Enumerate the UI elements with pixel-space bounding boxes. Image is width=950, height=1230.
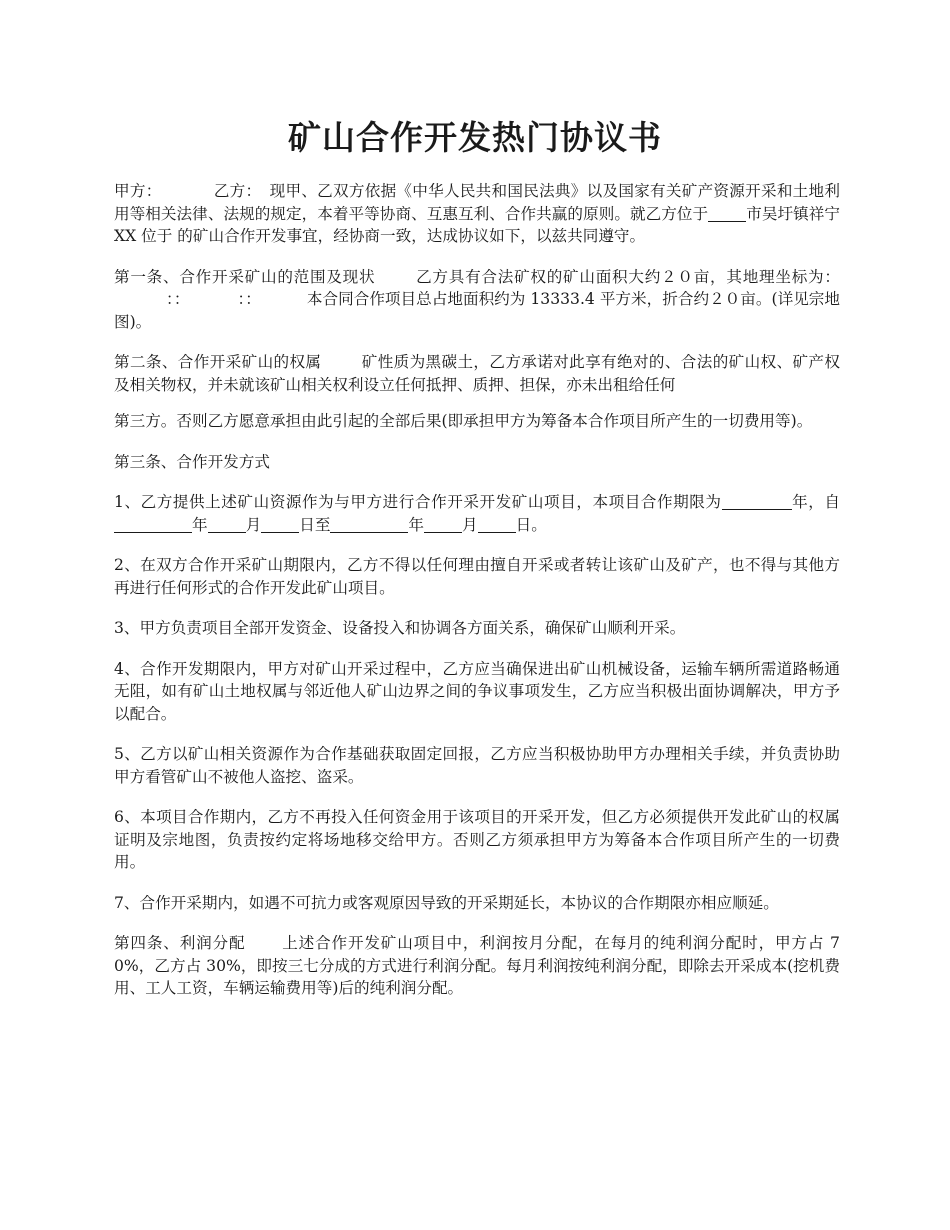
coordinates-2: ：： — [237, 290, 261, 308]
article-1-text-2: 本合同合作项目总占地面积约为 13333.4 平方米，折合约２０亩。(详见宗地图)。 — [114, 290, 841, 331]
article-3-item-2: 2、在双方合作开采矿山期限内，乙方不得以任何理由擅自开采或者转让该矿山及矿产，也不得与其他方再进行任何形式的合作开发此矿山项目。 — [114, 556, 840, 597]
article-3-item-4: 4、合作开发期限内，甲方对矿山开采过程中，乙方应当确保进出矿山机械设备，运输车辆所需道路畅通无阻，如有矿山土地权属与邻近他人矿山边界之间的争议事项发生，乙方应当积极出面协调解决，甲方予以配合。 — [114, 659, 840, 723]
fill-blank-end-day — [478, 516, 516, 533]
item-1-text-a: 1、乙方提供上述矿山资源作为与甲方进行合作开采开发矿山项目，本项目合作期限为 — [114, 493, 722, 511]
article-3-item-5: 5、乙方以矿山相关资源作为合作基础获取固定回报，乙方应当积极协助甲方办理相关手续，并负责协助甲方看管矿山不被他人盗挖、盗采。 — [114, 745, 840, 786]
fill-blank-end-year — [330, 516, 408, 533]
intro-paragraph — [114, 180, 840, 248]
document-body — [114, 180, 840, 1018]
intro-text-1: 现甲、乙双方依据《中华人民共和国民法典》以及国家有关矿产资源开采和土地利用等相关法律、法规的规定，本着平等协商、互惠互利、合作共赢的原则。就乙方位于 — [114, 182, 840, 223]
article-2-paragraph — [114, 351, 840, 396]
article-3-item-6: 6、本项目合作期内，乙方不再投入任何资金用于该项目的开采开发，但乙方必须提供开发此矿山的权属证明及宗地图，负责按约定将场地移交给甲方。否则乙方须承担甲方为筹备本合作项目所产生的一切费用。 — [114, 808, 840, 871]
fill-blank-term — [722, 493, 792, 510]
article-3-heading: 第三条、合作开发方式 — [114, 452, 270, 471]
article-3-item-7: 7、合作开采期内，如遇不可抗力或客观原因导致的开采期延长，本协议的合作期限亦相应顺延。 — [114, 893, 779, 912]
article-2-text-1: 矿性质为黑碳土，乙方承诺对此享有绝对的、合法的矿山权、矿产权及相关物权，并未就该矿山相关权利设立任何抵押、质押、担保，亦未出租给任何 — [114, 353, 840, 394]
party-a-label: 甲方： — [114, 182, 162, 200]
coordinates-1: ：： — [166, 290, 190, 308]
party-b-label: 乙方： — [213, 182, 262, 200]
intro-text-2: 市吴圩镇祥宁 XX 位于 的矿山合作开发事宜，经协商一致，达成协议如下，以兹共同遵守。 — [114, 204, 840, 245]
fill-blank-start-year — [114, 516, 192, 533]
article-2-continued: 第三方。否则乙方愿意承担由此引起的全部后果(即承担甲方为筹备本合作项目所产生的一切费用等)。 — [114, 412, 813, 430]
item-1-text-c: 年 — [192, 515, 208, 534]
item-1-text-e: 日至 — [299, 515, 331, 534]
item-1-text-h: 日。 — [515, 515, 547, 534]
article-2-heading: 第二条、合作开采矿山的权属 — [114, 353, 322, 371]
fill-blank-city — [708, 205, 746, 222]
fill-blank-start-month — [208, 516, 246, 533]
article-4-paragraph — [114, 932, 840, 1000]
item-1-text-g: 月 — [462, 515, 478, 534]
item-1-text-f: 年 — [408, 515, 425, 534]
item-1-text-d: 月 — [245, 515, 262, 534]
article-4-text: 上述合作开发矿山项目中，利润按月分配，在每月的纯利润分配时，甲方占 70%，乙方占 30%，即按三七分成的方式进行利润分配。每月利润按纯利润分配，即除去开采成本(挖机费用、工人工资，车辆运输费用等)后的纯利润分配。 — [114, 934, 840, 997]
article-1-heading: 第一条、合作开采矿山的范围及现状 — [114, 267, 376, 286]
article-1-paragraph — [114, 266, 840, 334]
fill-blank-start-day — [261, 516, 299, 533]
article-3-item-3: 3、甲方负责项目全部开发资金、设备投入和协调各方面关系，确保矿山顺利开采。 — [114, 619, 686, 637]
fill-blank-end-month — [424, 516, 462, 533]
item-1-text-b: 年，自 — [791, 493, 840, 511]
article-3-item-1 — [114, 491, 840, 536]
article-1-text-1: 乙方具有合法矿权的矿山面积大约２０亩，其地理坐标为： — [415, 267, 840, 286]
article-4-heading: 第四条、利润分配 — [114, 934, 246, 952]
document-title: 矿山合作开发热门协议书 — [288, 118, 662, 157]
